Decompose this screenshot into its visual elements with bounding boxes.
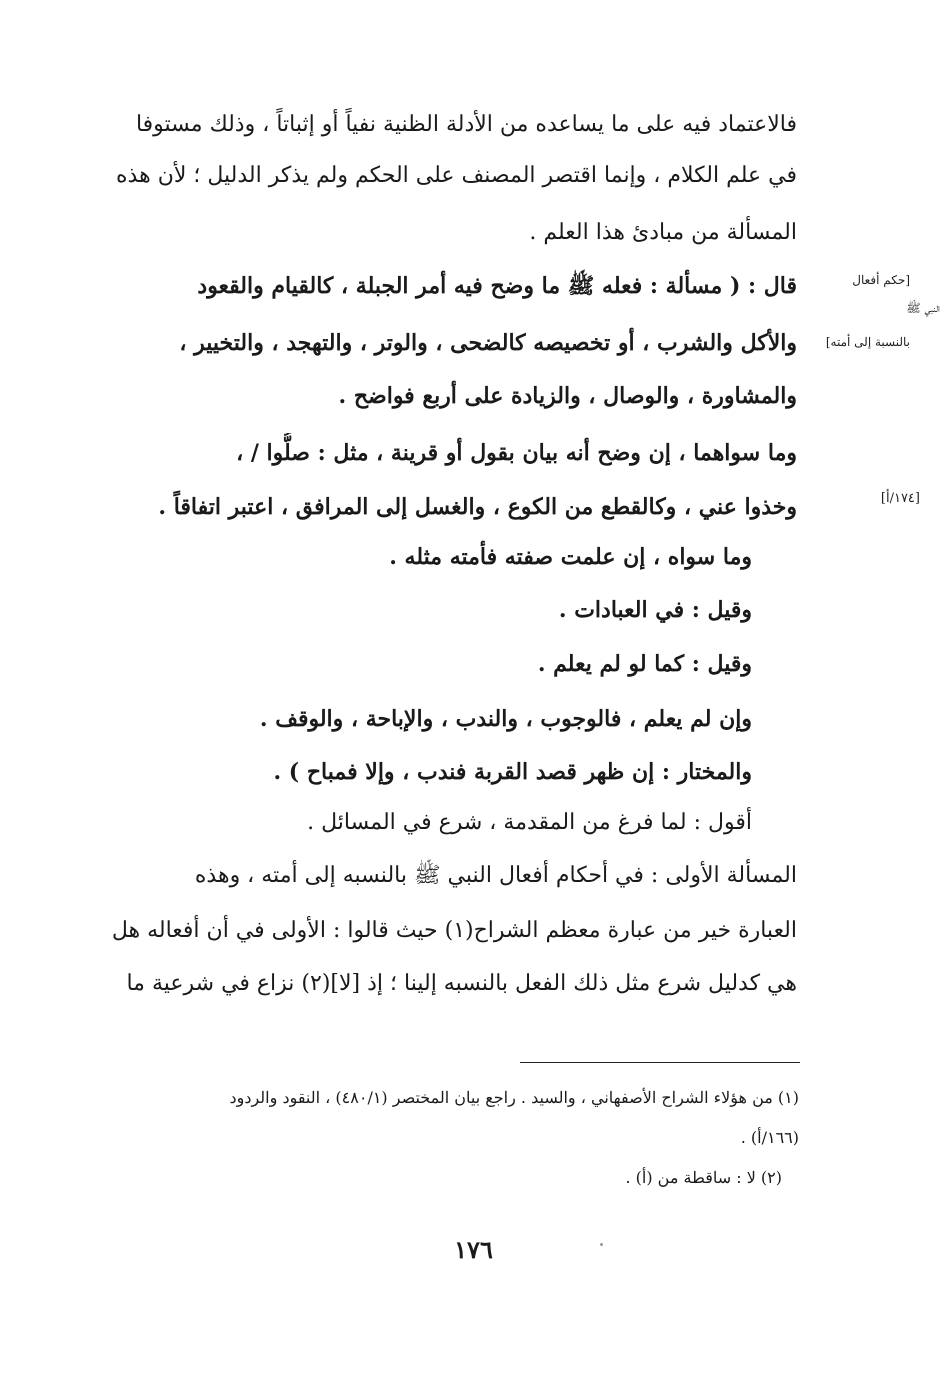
- text-line-10: وقيل : في العبادات .: [558, 597, 752, 623]
- text-line-17: هي كدليل شرع مثل ذلك الفعل بالنسبه إلينا ؛ إذ [لا](٢) نزاع في شرعية ما: [126, 971, 797, 996]
- text-line-3: المسألة من مبادئ هذا العلم .: [529, 220, 797, 245]
- text-line-2: في علم الكلام ، وإنما اقتصر المصنف على الحكم ولم يذكر الدليل ؛ لأن هذه: [116, 163, 797, 188]
- margin-note-heading: [حكم أفعال: [852, 273, 910, 287]
- page-number: ١٧٦: [454, 1235, 493, 1264]
- text-line-9: وما سواه ، إن علمت صفته فأمته مثله .: [389, 544, 752, 570]
- footnote-1: (١) من هؤلاء الشراح الأصفهاني ، والسيد . راجع بيان المختصر (٤٨٠/١) ، النقود والردود: [229, 1088, 799, 1107]
- margin-note-folio: [١٧٤/أ]: [880, 491, 920, 506]
- text-line-7: وما سواهما ، إن وضح أنه بيان بقول أو قرينة ، مثل : صلُّوا / ،: [236, 440, 797, 466]
- text-line-1: فالاعتماد فيه على ما يساعده من الأدلة الظنية نفياً أو إثباتاً ، وذلك مستوفا: [135, 112, 797, 137]
- text-line-12: وإن لم يعلم ، فالوجوب ، والندب ، والإباحة ، والوقف .: [259, 706, 752, 732]
- margin-note-heading-2: النبي ﷺ: [906, 301, 940, 315]
- text-line-11: وقيل : كما لو لم يعلم .: [537, 651, 752, 677]
- text-line-15: المسألة الأولى : في أحكام أفعال النبي ﷺ بالنسبه إلى أمته ، وهذه: [194, 863, 797, 888]
- footnote-2: (٢) لا : ساقطة من (أ) .: [625, 1168, 782, 1187]
- footnote-1-continued: (١٦٦/أ) .: [740, 1128, 799, 1147]
- text-line-14: أقول : لما فرغ من المقدمة ، شرع في المسائل .: [307, 810, 752, 835]
- text-line-8: وخذوا عني ، وكالقطع من الكوع ، والغسل إلى المرافق ، اعتبر اتفاقاً .: [158, 494, 797, 520]
- text-line-16: العبارة خير من عبارة معظم الشراح(١) حيث قالوا : الأولى في أن أفعاله هل: [111, 918, 797, 943]
- margin-note-heading-3: بالنسبة إلى أمته]: [825, 335, 910, 349]
- scan-speck: [600, 1243, 603, 1246]
- text-line-5: والأكل والشرب ، أو تخصيصه كالضحى ، والوتر ، والتهجد ، والتخيير ،: [179, 330, 797, 356]
- footnote-separator: [520, 1062, 800, 1063]
- text-line-13: والمختار : إن ظهر قصد القربة فندب ، وإلا فمباح ) .: [273, 759, 752, 785]
- text-line-6: والمشاورة ، والوصال ، والزيادة على أربع فواضح .: [338, 383, 797, 409]
- text-line-4: قال : ( مسألة : فعله ﷺ ما وضح فيه أمر الجبلة ، كالقيام والقعود: [197, 273, 797, 299]
